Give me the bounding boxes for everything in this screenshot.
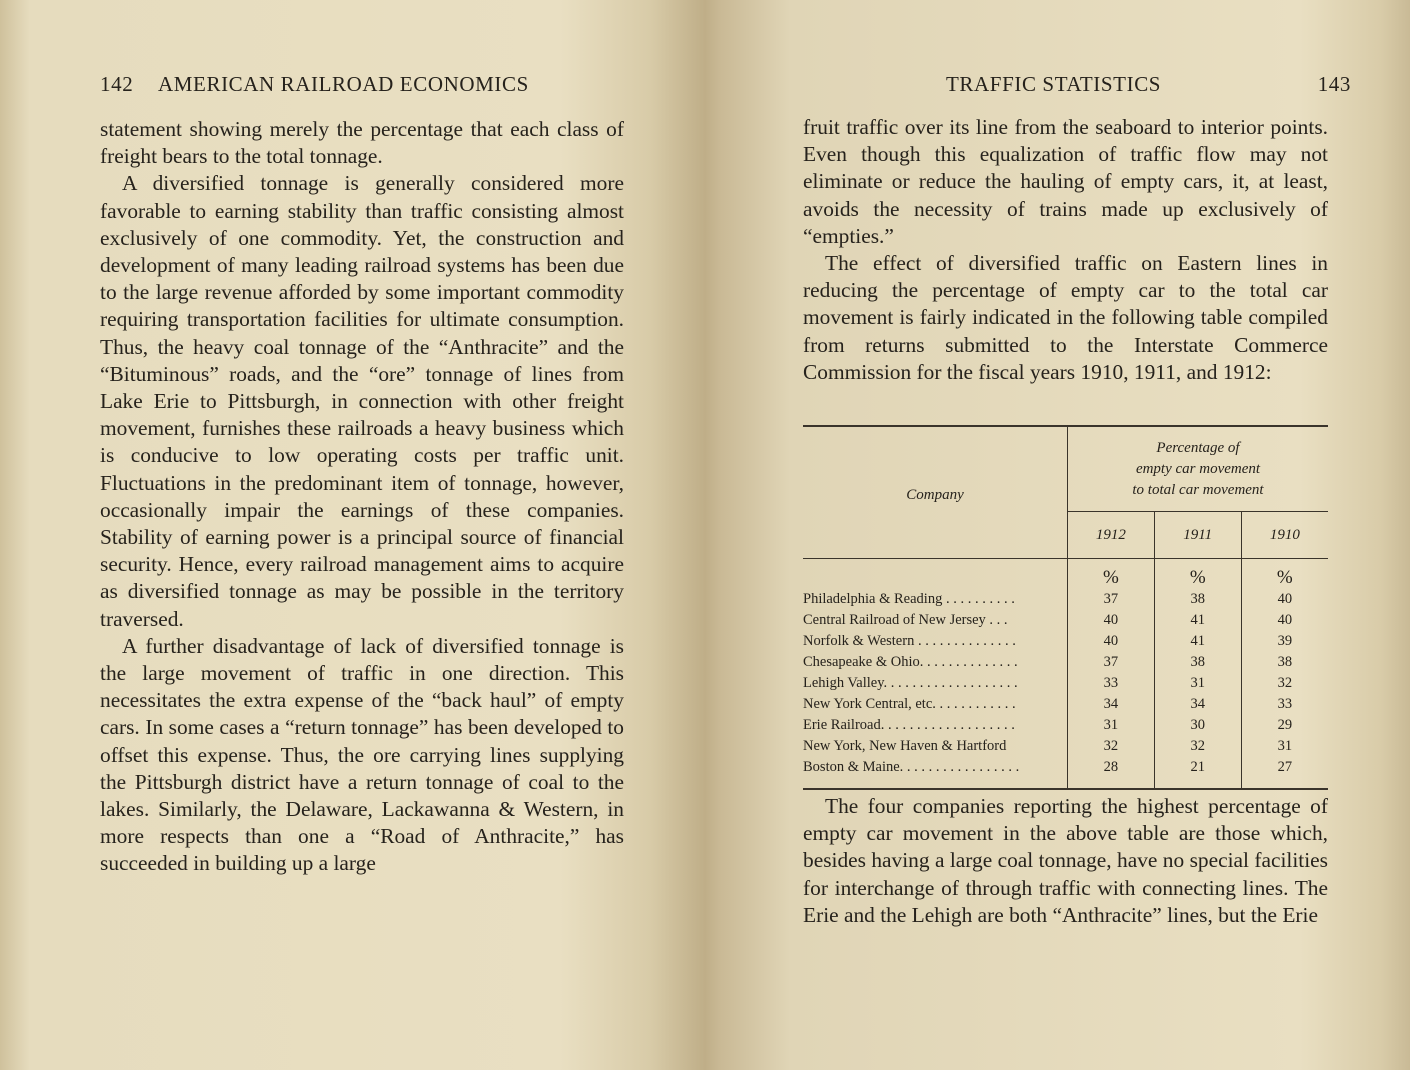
table-row — [803, 610, 1328, 631]
value-cell-1910: 39 — [1277, 633, 1293, 649]
value-cell-1912: 37 — [1068, 652, 1155, 673]
value-cell-1910: 38 — [1277, 654, 1293, 670]
percentage-group-header — [1068, 426, 1329, 512]
company-name-cell: New York Central, etc. . . . . . . . . . . . — [803, 694, 1068, 715]
value-cell-1911: 31 — [1154, 673, 1241, 694]
value-cell-1911: 21 — [1154, 757, 1241, 778]
value-cell-1910: 27 — [1277, 759, 1293, 775]
unit-row — [803, 559, 1328, 590]
paragraph: statement showing merely the percentage that each class of freight bears to the total tonnage. — [100, 117, 624, 169]
group-header-line: empty car movement — [1135, 460, 1261, 477]
value-cell-1912: 40 — [1068, 631, 1155, 652]
year-header-1910: 1910 — [1241, 512, 1328, 559]
table-row — [803, 631, 1328, 652]
company-name-cell: New York, New Haven & Hartford — [803, 736, 1068, 757]
value-cell-1911: 34 — [1154, 694, 1241, 715]
paragraph: The effect of diversified traffic on Eastern lines in reducing the percentage of empty car to the total car movement is fairly indicated in the following table compiled from returns submitted to the Interstate Commerce Commission for the fiscal years 1910, 1911, and 1912: — [803, 251, 1328, 384]
table-bottom-spacer — [803, 778, 1328, 789]
value-cell-1912: 28 — [1068, 757, 1155, 778]
table-row — [803, 589, 1328, 610]
value-cell-1911: 30 — [1154, 715, 1241, 736]
spacer-cell — [1241, 778, 1328, 789]
paragraph: A diversified tonnage is generally considered more favorable to earning stability than traffic consisting almost exclusively of one commodity. Yet, the construction and development of many leading railroad systems has been due to the large revenue afforded by some important commodity requiring transportation facilities for ultimate consumption. Thus, the heavy coal tonnage of the “Anthracite” and the “Bituminous” roads, and the “ore” tonnage of lines from Lake Erie to Pittsburgh, in connection with other freight movement, furnishes these railroads a heavy business which is conducive to low operating costs per traffic unit. Fluctuations in the predominant item of tonnage, however, occasionally impair the earnings of these companies. Stability of earning power is a principal source of financial security. Hence, every railroad management aims to acquire as diversified tonnage as may be possible in the territory traversed. — [100, 171, 624, 631]
right-page — [705, 0, 1410, 1070]
value-cell-1910: 29 — [1277, 717, 1293, 733]
unit-cell: % — [1068, 559, 1155, 590]
value-cell-1910: 40 — [1277, 591, 1293, 607]
value-cell-1910: 33 — [1277, 696, 1293, 712]
value-cell-1911: 41 — [1154, 631, 1241, 652]
right-page-number: 143 — [1317, 72, 1351, 96]
paragraph: fruit traffic over its line from the seaboard to interior points. Even though this equalization of traffic flow may not eliminate or reduce the hauling of empty cars, it, at least, avoids the necessity of trains made up exclusively of “empties.” — [803, 115, 1328, 248]
group-header-line: Percentage of — [1156, 439, 1240, 456]
left-body-text — [100, 116, 624, 878]
value-cell-1912: 32 — [1068, 736, 1155, 757]
value-cell-1910: 32 — [1277, 675, 1293, 691]
empty-car-movement-table — [803, 425, 1328, 790]
left-page-number: 142 — [100, 72, 134, 96]
table-row — [803, 694, 1328, 715]
left-running-head — [100, 72, 626, 97]
company-name-cell: Philadelphia & Reading . . . . . . . . . . — [803, 589, 1068, 610]
company-name-cell: Chesapeake & Ohio. . . . . . . . . . . . . . — [803, 652, 1068, 673]
value-cell-1912: 40 — [1068, 610, 1155, 631]
spacer-cell — [803, 778, 1068, 789]
company-column-header: Company — [803, 426, 1068, 559]
right-body-text-top — [803, 114, 1328, 386]
value-cell-1911: 32 — [1154, 736, 1241, 757]
left-running-title: AMERICAN RAILROAD ECONOMICS — [158, 72, 529, 96]
table-row — [803, 715, 1328, 736]
company-name-cell: Lehigh Valley. . . . . . . . . . . . . . . . . . . — [803, 673, 1068, 694]
value-cell-1912: 31 — [1068, 715, 1155, 736]
value-cell-1912: 37 — [1068, 589, 1155, 610]
right-running-head — [946, 72, 1351, 97]
company-name-cell: Norfolk & Western . . . . . . . . . . . . . . — [803, 631, 1068, 652]
group-header-line: to total car movement — [1132, 481, 1264, 498]
company-name-cell: Central Railroad of New Jersey . . . — [803, 610, 1068, 631]
table-row — [803, 673, 1328, 694]
unit-row-label — [803, 559, 1068, 590]
unit-cell: % — [1276, 567, 1293, 588]
value-cell-1912: 33 — [1068, 673, 1155, 694]
paragraph: A further disadvantage of lack of diversified tonnage is the large movement of traffic in one direction. This necessitates the extra expense of the “back haul” of empty cars. In some cases a “return tonnage” has been developed to offset this expense. Thus, the ore carrying lines supplying the Pittsburgh district have a return tonnage of coal to the lakes. Similarly, the Delaware, Lackawanna & Western, in more respects than one a “Road of Anthracite,” has succeeded in building up a large — [100, 633, 624, 876]
table-body — [803, 559, 1328, 790]
year-header-1912: 1912 — [1068, 512, 1155, 559]
spacer-cell — [1068, 778, 1155, 789]
right-body-text-bottom — [803, 793, 1328, 929]
value-cell-1910: 31 — [1277, 738, 1293, 754]
paragraph: The four companies reporting the highest percentage of empty car movement in the above table are those which, besides having a large coal tonnage, have no special facilities for interchange of through traffic with connecting lines. The Erie and the Lehigh are both “Anthracite” lines, but the Erie — [803, 794, 1328, 927]
company-name-cell: Boston & Maine. . . . . . . . . . . . . . . . . — [803, 757, 1068, 778]
unit-cell: % — [1154, 559, 1241, 590]
value-cell-1910: 40 — [1277, 612, 1293, 628]
table-row — [803, 757, 1328, 778]
company-name-cell: Erie Railroad. . . . . . . . . . . . . . . . . . . — [803, 715, 1068, 736]
spacer-cell — [1154, 778, 1241, 789]
right-running-title: TRAFFIC STATISTICS — [946, 72, 1162, 96]
value-cell-1911: 38 — [1154, 652, 1241, 673]
value-cell-1911: 41 — [1154, 610, 1241, 631]
year-header-1911: 1911 — [1154, 512, 1241, 559]
table-row — [803, 652, 1328, 673]
value-cell-1911: 38 — [1154, 589, 1241, 610]
table-row — [803, 736, 1328, 757]
value-cell-1912: 34 — [1068, 694, 1155, 715]
